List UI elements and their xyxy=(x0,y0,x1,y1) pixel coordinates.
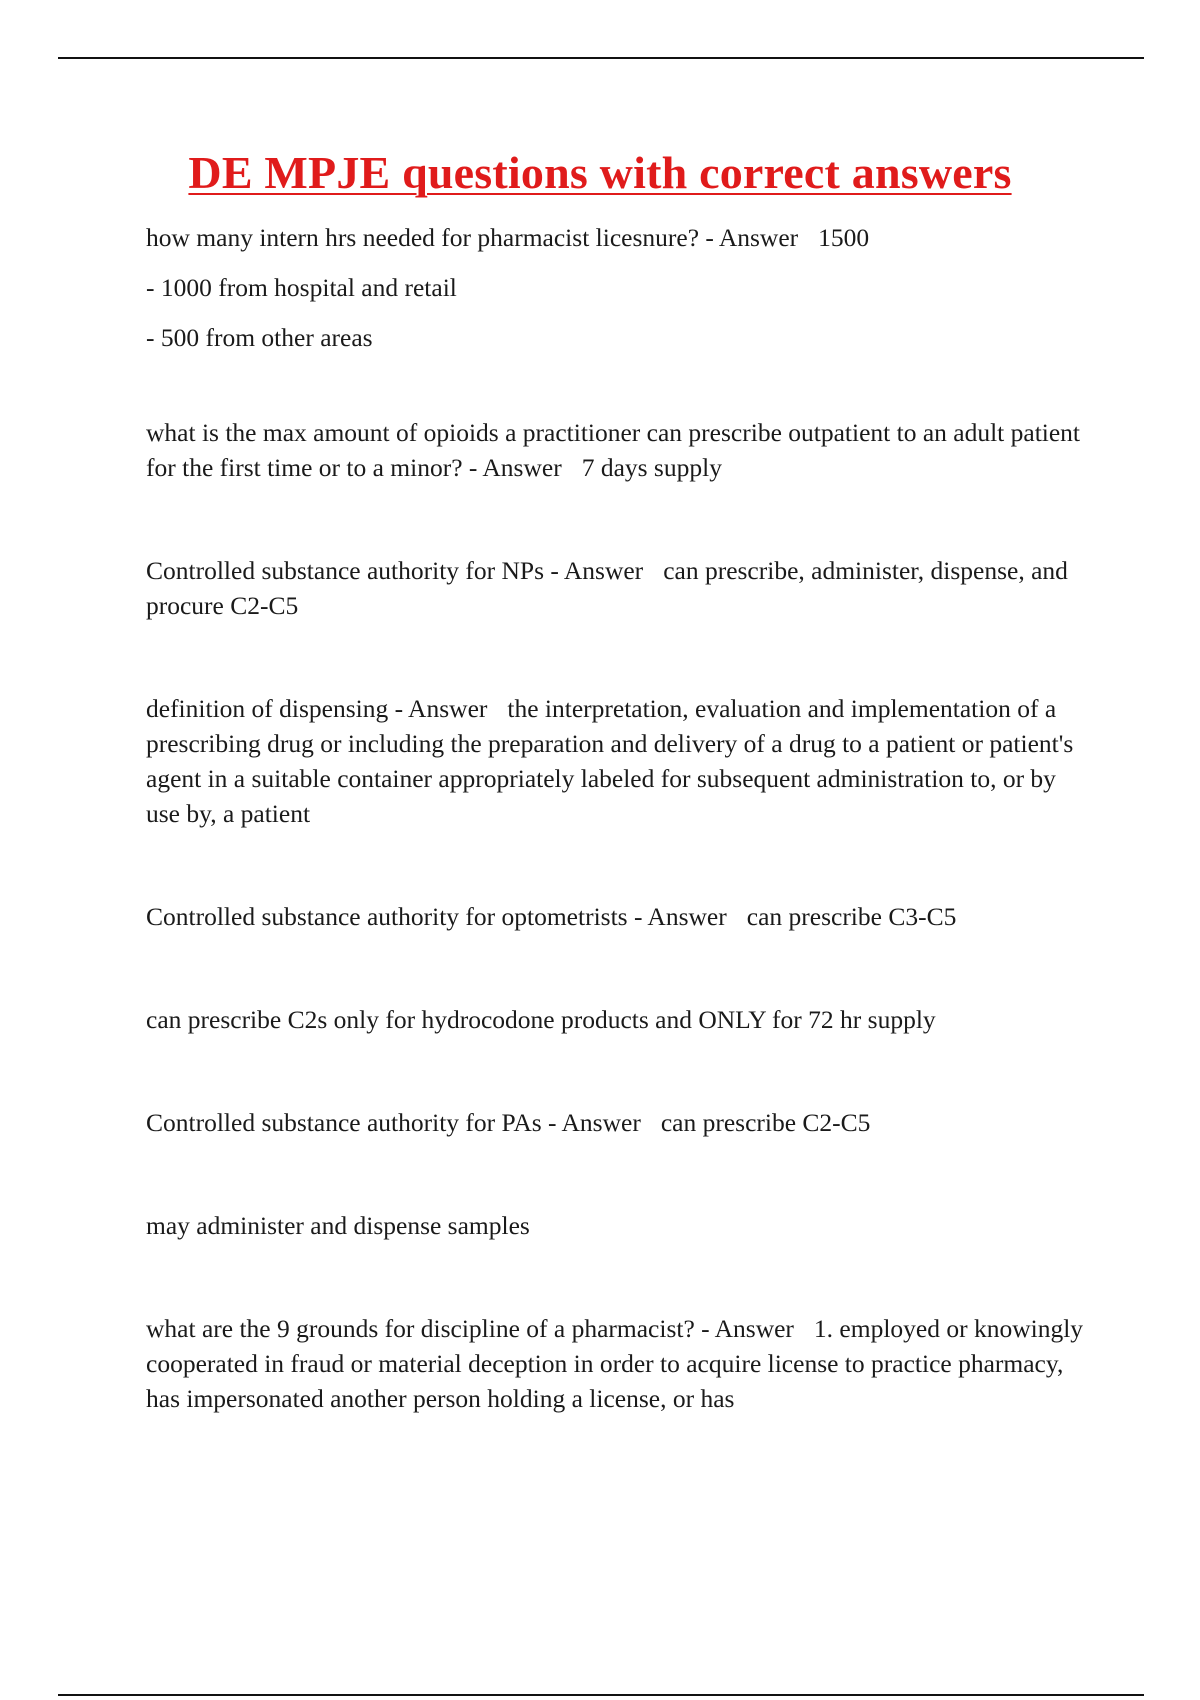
qa-entry-intern-hours xyxy=(146,220,1096,255)
answer-text: 1500 xyxy=(818,223,870,252)
top-rule xyxy=(58,57,1144,59)
question-text: what are the 9 grounds for discipline of a pharmacist? - Answer xyxy=(146,1314,794,1343)
answer-detail-line: - 500 from other areas xyxy=(146,323,373,352)
answer-text: 1. employed or knowingly cooperated in fraud or material deception in order to acquire license to practice pharmacy, has impersonated another person holding a license, or has xyxy=(146,1314,1084,1413)
answer-detail-line: can prescribe C2s only for hydrocodone products and ONLY for 72 hr supply xyxy=(146,1005,936,1034)
qa-entry-pa-authority xyxy=(146,1105,1096,1140)
qa-entry-np-authority xyxy=(146,553,1096,623)
document-title: DE MPJE questions with correct answers xyxy=(188,147,1012,198)
question-text: definition of dispensing - Answer xyxy=(146,694,488,723)
document-body xyxy=(146,220,1096,1416)
answer-text: the interpretation, evaluation and implementation of a prescribing drug or including the preparation and delivery of a drug to a patient or patient's agent in a suitable container appropriately labeled for subsequent administration to, or by use by, a patient xyxy=(146,694,1074,828)
qa-entry-discipline-grounds xyxy=(146,1311,1096,1416)
answer-text: 7 days supply xyxy=(581,453,722,482)
bottom-rule xyxy=(58,1694,1144,1696)
question-text: Controlled substance authority for PAs - Answer xyxy=(146,1108,641,1137)
answer-detail-line: - 1000 from hospital and retail xyxy=(146,273,457,302)
answer-text: can prescribe C2-C5 xyxy=(660,1108,871,1137)
question-text: what is the max amount of opioids a practitioner can prescribe outpatient to an adult patient for the first time or to a minor? - Answer xyxy=(146,418,1081,482)
qa-entry-dispensing-definition xyxy=(146,691,1096,831)
answer-text: can prescribe C3-C5 xyxy=(746,902,957,931)
answer-detail-line: may administer and dispense samples xyxy=(146,1211,530,1240)
qa-entry-opioid-max xyxy=(146,415,1096,485)
question-text: how many intern hrs needed for pharmacist licesnure? - Answer xyxy=(146,223,799,252)
answer-text: can prescribe, administer, dispense, and procure C2-C5 xyxy=(146,556,1068,620)
question-text: Controlled substance authority for NPs - Answer xyxy=(146,556,644,585)
question-text: Controlled substance authority for optometrists - Answer xyxy=(146,902,727,931)
qa-entry-optometrist-authority xyxy=(146,899,1096,934)
